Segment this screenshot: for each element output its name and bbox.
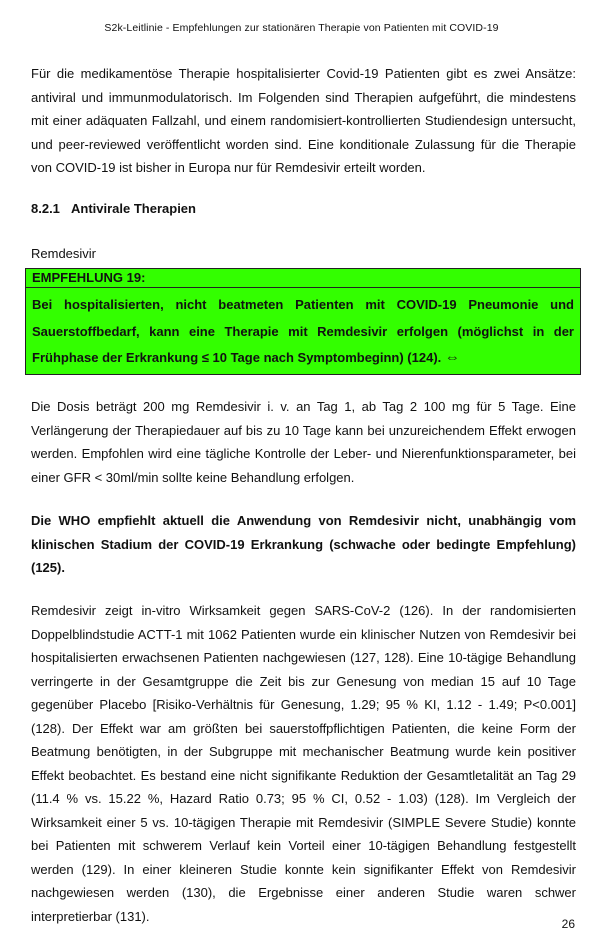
recommendation-box <box>25 268 581 375</box>
recommendation-divider <box>26 287 580 288</box>
section-number: 8.2.1 <box>31 201 60 216</box>
recommendation-label: EMPFEHLUNG 19: <box>32 270 146 285</box>
double-arrow-icon: ⇔ <box>444 349 460 366</box>
section-heading <box>31 201 196 216</box>
who-paragraph: Die WHO empfiehlt aktuell die Anwendung von Remdesivir nicht, unabhängig vom klinischen Stadium der COVID-19 Erkrankung (schwache oder bedingte Empfehlung) (125). <box>31 513 576 575</box>
intro-paragraph: Für die medikamentöse Therapie hospitalisierter Covid-19 Patienten gibt es zwei Ansätze: antiviral und immunmodulatorisch. Im Folgenden sind Therapien aufgeführt, die mindestens mit einer adäquaten Fallzahl, und einem randomisiert-kontrollierten Studiendesign untersucht, und peer-reviewed veröffentlicht worden sind. Eine konditionale Zulassung für die Therapie von COVID-19 ist bisher in Europa nur für Remdesivir erteilt worden. <box>31 66 576 175</box>
evidence-paragraph: Remdesivir zeigt in-vitro Wirksamkeit gegen SARS-CoV-2 (126). In der randomisierten Doppelblindstudie ACTT-1 mit 1062 Patienten wurde ein klinischer Nutzen von Remdesivir bei hospitalisierten erwachsenen Patienten nachgewiesen (127, 128). Eine 10-tägige Behandlung verringerte in der Gesamtgruppe die Zeit bis zur Genesung von median 15 auf 10 Tage gegenüber Placebo [Risiko-Verhältnis für Genesung, 1.29; 95 % KI, 1.12 - 1.49; P<0.001] (128). Der Effekt war am größten bei sauerstoffpflichtigen Patienten, die keine Form der Beatmung benötigten, in der Subgruppe mit mechanischer Beatmung wurde kein positiver Effekt beobachtet. Es bestand eine nicht signifikante Reduktion der Gesamtletalität an Tag 29 (11.4 % vs. 15.22 %, Hazard Ratio 0.73; 95 % CI, 0.52 - 1.03) (128). Im Vergleich der Wirksamkeit einer 5 vs. 10-tägigen Therapie mit Remdesivir (SIMPLE Severe Studie) konnte bei Patienten mit schwerem Verlauf kein Vorteil einer 10-tägigen Behandlung festgestellt werden (129). In einer kleineren Studie konnte kein signifikanter Effekt von Remdesivir nachgewiesen werden (130), die Ergebnisse einer anderen Studie waren schwer interpretierbar (131). <box>31 603 576 924</box>
page-header: S2k-Leitlinie - Empfehlungen zur stationären Therapie von Patienten mit COVID-19 <box>104 22 499 34</box>
recommendation-text-block <box>32 292 574 372</box>
recommendation-text: Bei hospitalisierten, nicht beatmeten Patienten mit COVID-19 Pneumonie und Sauerstoffbedarf, kann eine Therapie mit Remdesivir erfolgen (möglichst in der Frühphase der Erkrankung ≤ 10 Tage nach Symptombeginn) (124). <box>32 297 574 365</box>
subsection-title: Remdesivir <box>31 246 97 261</box>
page-number: 26 <box>561 917 575 931</box>
dosage-paragraph: Die Dosis beträgt 200 mg Remdesivir i. v. an Tag 1, ab Tag 2 100 mg für 5 Tage. Eine Verlängerung der Therapiedauer auf bis zu 10 Tage kann bei unzureichendem Effekt erwogen werden. Empfohlen wird eine tägliche Kontrolle der Leber- und Nierenfunktionsparameter, bei einer GFR < 30ml/min sollte keine Behandlung erfolgen. <box>31 399 576 485</box>
section-title: Antivirale Therapien <box>71 201 196 216</box>
